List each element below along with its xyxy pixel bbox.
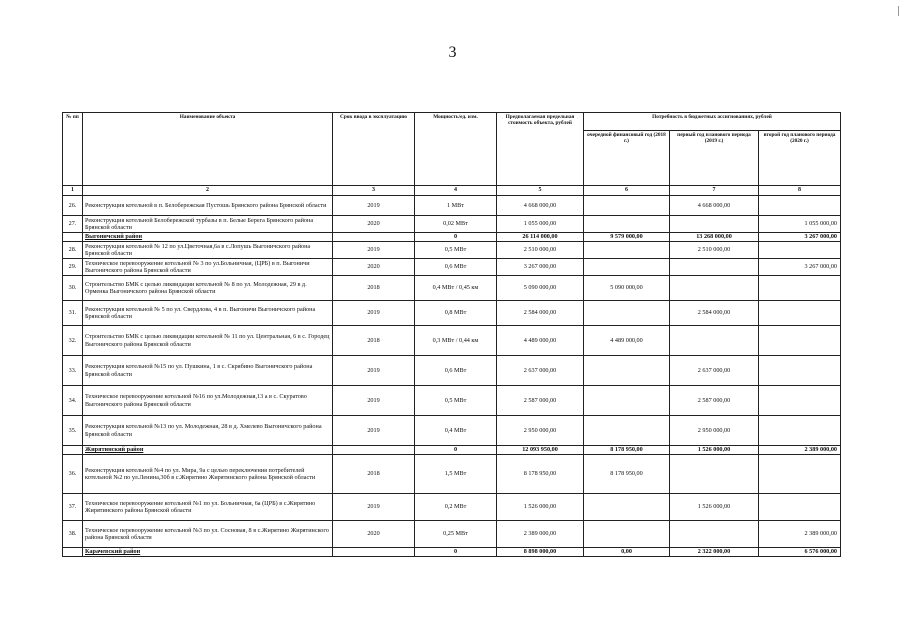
table-row [63,259,841,276]
row-number: 38. [63,521,83,548]
commissioning-term [333,446,415,455]
col-number: 7 [670,186,759,196]
table-row [63,196,841,216]
budget-2020 [759,242,841,259]
budget-2018 [584,196,670,216]
capacity: 0,25 МВт [415,521,497,548]
budget-2020 [759,494,841,521]
max-cost: 2 584 000,00 [497,301,584,326]
capacity: 0,4 МВт [415,416,497,446]
budget-2018 [584,259,670,276]
max-cost: 2 587 000,00 [497,386,584,416]
row-number: 33. [63,356,83,386]
object-name: Реконструкция котельной №15 по ул. Пушкина, 1 в с. Скрябино Выгоничского района Брянской области [83,356,333,386]
budget-2018 [584,521,670,548]
capacity: 1 МВт [415,196,497,216]
budget-2018 [584,494,670,521]
header-cost: Предполагаемая предельная стоимость объекта, рублей [497,113,584,186]
col-number: 3 [333,186,415,196]
budget-2018: 8 178 950,00 [584,446,670,455]
budget-2018 [584,301,670,326]
table-row [63,326,841,356]
budget-2019: 4 668 000,00 [670,196,759,216]
table-row [63,216,841,233]
max-cost: 8 898 000,00 [497,548,584,557]
max-cost: 8 178 950,00 [497,455,584,494]
budget-2020 [759,416,841,446]
commissioning-term: 2020 [333,521,415,548]
capacity: 0,6 МВт [415,259,497,276]
budget-2019: 2 584 000,00 [670,301,759,326]
budget-2020 [759,455,841,494]
object-name: Техническое перевооружение котельной № 3 по ул.Больничная, (ЦРБ) в п. Выгоничи Выгоничского района Брянской области [83,259,333,276]
budget-2018: 5 090 000,00 [584,276,670,301]
object-name: Реконструкция котельной № 12 по ул.Цветочная,6а в с.Лопушь Выгоничского района Брянской области [83,242,333,259]
header-name: Наименование объекта [83,113,333,186]
capacity: 0,3 МВт / 0,44 км [415,326,497,356]
header-term: Срок ввода в эксплуатацию [333,113,415,186]
district-subtotal-row [63,233,841,242]
col-number: 8 [759,186,841,196]
budget-2018 [584,416,670,446]
max-cost: 12 093 950,00 [497,446,584,455]
object-name: Карачевский район [83,548,333,557]
budget-2020 [759,301,841,326]
budget-2019: 1 526 000,00 [670,494,759,521]
commissioning-term: 2020 [333,259,415,276]
budget-2019: 13 268 000,00 [670,233,759,242]
budget-2018 [584,216,670,233]
max-cost: 1 526 000,00 [497,494,584,521]
row-number: 34. [63,386,83,416]
object-name: Реконструкция котельной в п. Белобережская Пустошь Брянского района Брянской области [83,196,333,216]
budget-2020: 2 389 000,00 [759,521,841,548]
table-row [63,494,841,521]
scan-edge-mark [898,6,899,16]
object-name: Техническое перевооружение котельной №1 по ул. Больничная, 6а (ЦРБ) в с.Жирятино Жирятинского района Брянской области [83,494,333,521]
max-cost: 4 489 000,00 [497,326,584,356]
object-name: Строительство БМК с целью ликвидации котельной № 11 по ул. Центральная, 6 в с. Городец Выгоничского района Брянской области [83,326,333,356]
row-number: 32. [63,326,83,356]
row-number [63,233,83,242]
table-row [63,386,841,416]
row-number: 35. [63,416,83,446]
capacity: 0,5 МВт [415,386,497,416]
budget-2020: 6 576 000,00 [759,548,841,557]
budget-2019: 2 950 000,00 [670,416,759,446]
max-cost: 3 267 000,00 [497,259,584,276]
header-2018: очередной финансовый год (2018 г.) [584,131,670,186]
budget-2020: 3 267 000,00 [759,233,841,242]
budget-2018: 4 489 000,00 [584,326,670,356]
budget-2020 [759,386,841,416]
max-cost: 5 090 000,00 [497,276,584,301]
header-no: № пп [63,113,83,186]
capacity: 0,6 МВт [415,356,497,386]
col-number: 5 [497,186,584,196]
budget-2019 [670,326,759,356]
capacity: 0,2 МВт [415,494,497,521]
budget-2019: 1 526 000,00 [670,446,759,455]
max-cost: 2 637 000,00 [497,356,584,386]
commissioning-term: 2018 [333,455,415,494]
budget-2020 [759,326,841,356]
row-number: 36. [63,455,83,494]
capacity: 0,8 МВт [415,301,497,326]
row-number: 28. [63,242,83,259]
table-row [63,276,841,301]
capacity: 0,4 МВт / 0,45 км [415,276,497,301]
header-row [63,113,841,131]
budget-2019 [670,216,759,233]
table-row [63,242,841,259]
max-cost: 2 950 000,00 [497,416,584,446]
max-cost: 4 668 000,00 [497,196,584,216]
commissioning-term: 2019 [333,416,415,446]
max-cost: 1 055 000,00 [497,216,584,233]
budget-2020: 2 389 000,00 [759,446,841,455]
object-name: Реконструкция котельной № 5 по ул. Свердлова, 4 в п. Выгоничи Выгоничского района Брянской области [83,301,333,326]
header-need: Потребность в бюджетных ассигнованиях, рублей [584,113,841,131]
object-name: Выгоничский район [83,233,333,242]
max-cost: 2 510 000,00 [497,242,584,259]
commissioning-term: 2020 [333,216,415,233]
row-number: 27. [63,216,83,233]
max-cost: 26 114 000,00 [497,233,584,242]
district-subtotal-row [63,446,841,455]
header-2019: первый год планового периода (2019 г.) [670,131,759,186]
commissioning-term [333,233,415,242]
budget-2019 [670,259,759,276]
object-name: Техническое перевооружение котельной №16 по ул.Молодежная,13 а в с. Скуратово Выгоничского района Брянской области [83,386,333,416]
col-number: 6 [584,186,670,196]
district-subtotal-row [63,548,841,557]
column-number-row [63,186,841,196]
capacity: 0,5 МВт [415,242,497,259]
budget-2019: 2 322 000,00 [670,548,759,557]
header-power: Мощность/ед. изм. [415,113,497,186]
row-number: 29. [63,259,83,276]
budget-2019: 2 637 000,00 [670,356,759,386]
max-cost: 2 389 000,00 [497,521,584,548]
budget-2020: 3 267 000,00 [759,259,841,276]
col-number: 2 [83,186,333,196]
object-name: Жирятинский район [83,446,333,455]
budget-2020: 1 055 000,00 [759,216,841,233]
object-name: Реконструкция котельной №4 по ул. Мира, 9а с целью переключения потребителей котельной №2 по ул.Ленина,30б в с.Жирятино Жирятинского района Брянской области [83,455,333,494]
capacity: 0 [415,548,497,557]
capacity: 1,5 МВт [415,455,497,494]
table-body [63,196,841,557]
budget-2019: 2 510 000,00 [670,242,759,259]
budget-2018 [584,242,670,259]
commissioning-term: 2019 [333,356,415,386]
col-number: 1 [63,186,83,196]
object-name: Реконструкция котельной №13 по ул. Молодежная, 28 в д. Хмелево Выгоничского района Брянской области [83,416,333,446]
budget-2018: 9 579 000,00 [584,233,670,242]
budget-2019 [670,455,759,494]
capacity: 0,02 МВт [415,216,497,233]
budget-2019 [670,276,759,301]
row-number [63,548,83,557]
budget-2020 [759,276,841,301]
commissioning-term [333,548,415,557]
table-row [63,521,841,548]
header-2020: второй год планового периода (2020 г.) [759,131,841,186]
budget-2018 [584,356,670,386]
commissioning-term: 2019 [333,301,415,326]
budget-2018: 8 178 950,00 [584,455,670,494]
commissioning-term: 2019 [333,242,415,259]
budget-2019: 2 587 000,00 [670,386,759,416]
commissioning-term: 2019 [333,386,415,416]
budget-2018 [584,386,670,416]
commissioning-term: 2018 [333,326,415,356]
budget-table [62,112,841,557]
page-number: 3 [448,44,457,61]
budget-2019 [670,521,759,548]
row-number: 26. [63,196,83,216]
table-row [63,416,841,446]
budget-2020 [759,196,841,216]
object-name: Реконструкция котельной Белобережской турбазы в п. Белые Берега Брянского района Брянской области [83,216,333,233]
budget-2018: 0,00 [584,548,670,557]
capacity: 0 [415,446,497,455]
commissioning-term: 2019 [333,494,415,521]
table-row [63,356,841,386]
table-row [63,301,841,326]
budget-2020 [759,356,841,386]
object-name: Техническое перевооружение котельной №3 по ул. Сосновая, 8 в с.Жирятино Жирятинского района Брянской области [83,521,333,548]
row-number: 31. [63,301,83,326]
col-number: 4 [415,186,497,196]
commissioning-term: 2018 [333,276,415,301]
object-name: Строительство БМК с целью ликвидации котельной № 8 по ул. Молодежная, 29 в д. Орменка Выгоничского района Брянской области [83,276,333,301]
row-number: 37. [63,494,83,521]
row-number [63,446,83,455]
row-number: 30. [63,276,83,301]
table-row [63,455,841,494]
commissioning-term: 2019 [333,196,415,216]
capacity: 0 [415,233,497,242]
